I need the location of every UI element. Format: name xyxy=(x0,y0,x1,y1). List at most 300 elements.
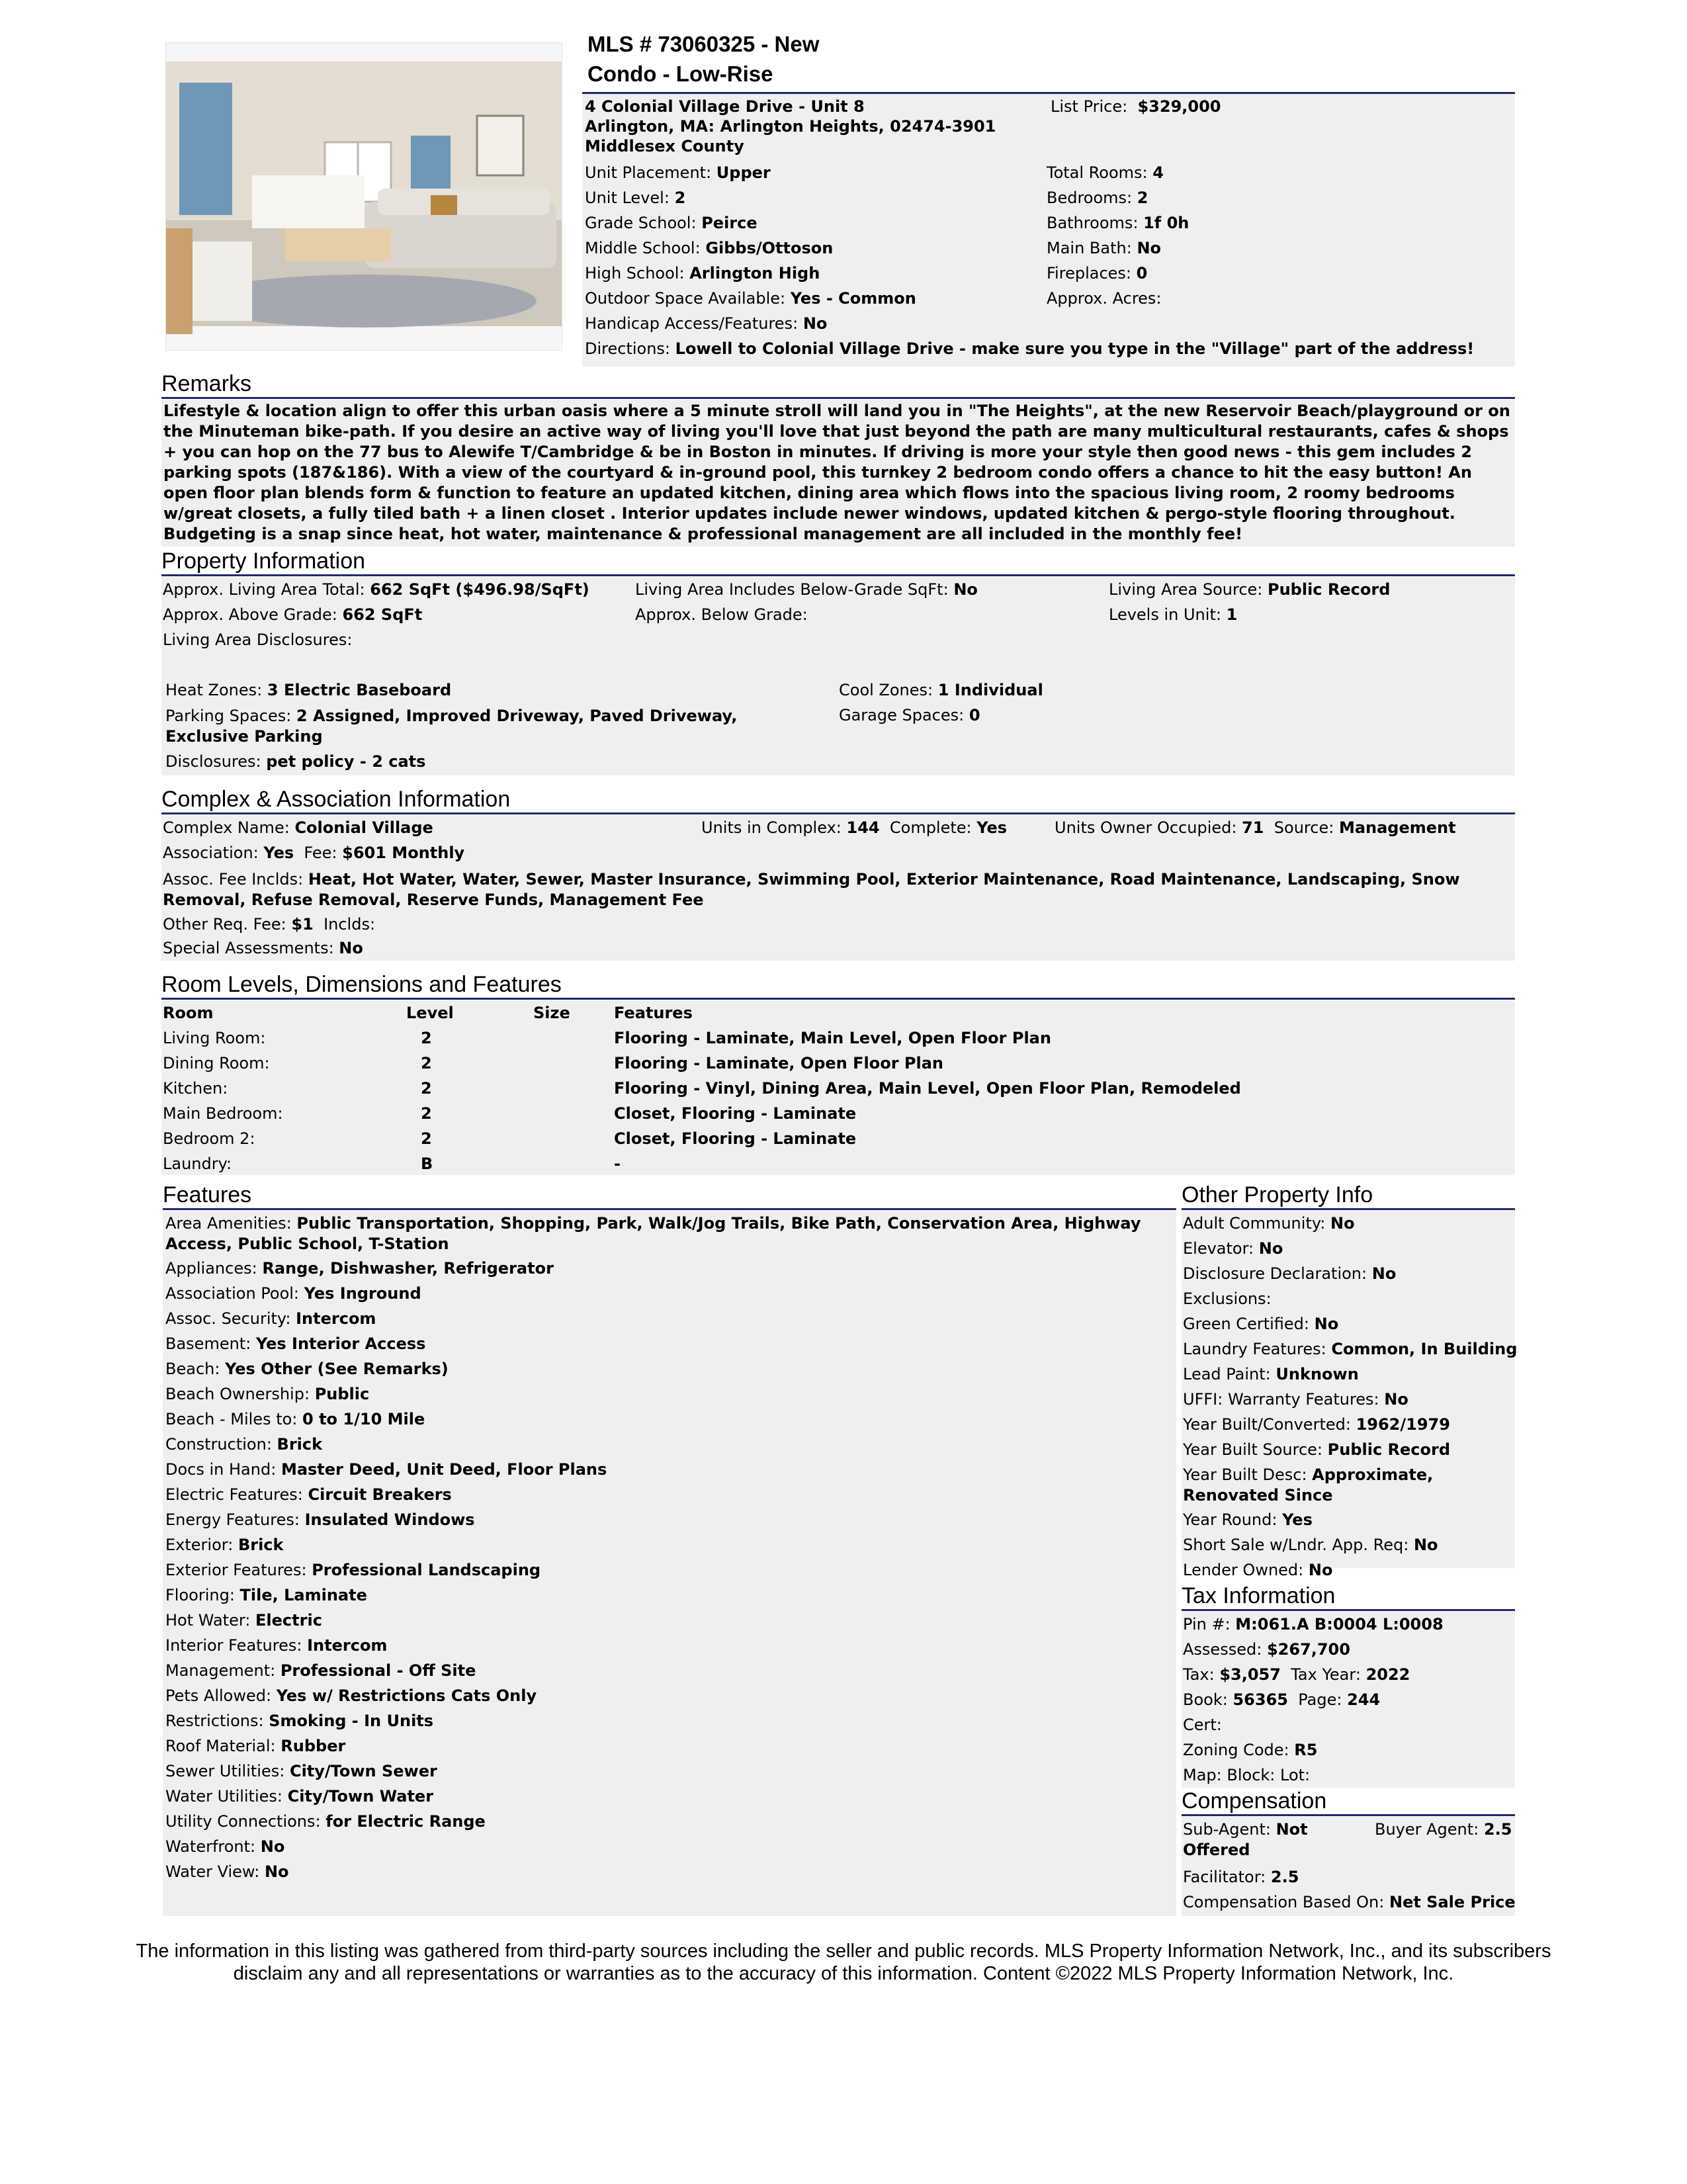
field-text: Compensation Based On: xyxy=(1183,1893,1385,1911)
field-text: Yes Other (See Remarks) xyxy=(225,1360,449,1378)
field-text: Main Bath: xyxy=(1047,239,1132,257)
list-item xyxy=(165,1859,607,1884)
field-text: 0 to 1/10 Mile xyxy=(302,1410,425,1428)
field-text: Upper xyxy=(716,163,771,182)
listing-status: New xyxy=(774,32,820,56)
field-text: Yes Inground xyxy=(304,1284,421,1303)
field-text: Peirce xyxy=(701,214,757,232)
field-text: Assessed: xyxy=(1183,1640,1262,1659)
field-text: Cool Zones: xyxy=(839,681,933,699)
list-item xyxy=(1183,1387,1517,1412)
field-text: Colonial Village xyxy=(294,818,433,837)
field-text: Zoning Code: xyxy=(1183,1741,1289,1759)
field-text: Fireplaces: xyxy=(1047,264,1131,283)
field-text: for Electric Range xyxy=(325,1812,486,1831)
field-text: Range, Dishwasher, Refrigerator xyxy=(262,1259,554,1278)
field-text: Yes xyxy=(976,818,1008,837)
field-text: Other Req. Fee: xyxy=(163,915,286,934)
field-text: Green Certified: xyxy=(1183,1315,1309,1333)
field-text: B xyxy=(421,1155,433,1173)
field-text: Master Deed, Unit Deed, Floor Plans xyxy=(281,1460,607,1479)
field-text: City/Town Sewer xyxy=(289,1762,437,1780)
listing-photo xyxy=(165,42,562,351)
field-text: Association: xyxy=(163,844,259,862)
directions xyxy=(585,336,1474,361)
field-text: Living Room: xyxy=(163,1029,266,1047)
total-rooms xyxy=(1047,160,1189,185)
buyer-agent xyxy=(1375,1817,1512,1842)
field-text: High School: xyxy=(585,264,685,283)
field-text: Professional - Off Site xyxy=(280,1661,476,1680)
zoning-code xyxy=(1183,1737,1444,1763)
field-text: Bathrooms: xyxy=(1047,214,1139,232)
field-text: Garage Spaces: xyxy=(839,706,965,724)
field-text: Complex Name: xyxy=(163,818,290,837)
units-owner-occupied xyxy=(1055,815,1456,840)
field-text: Gibbs/Ottoson xyxy=(705,239,834,257)
field-text: Approx. Acres: xyxy=(1047,289,1162,308)
other-info-title: Other Property Info xyxy=(1182,1182,1515,1210)
field-text: UFFI: xyxy=(1183,1390,1223,1409)
units-in-complex xyxy=(701,815,1007,840)
association xyxy=(163,840,464,865)
assessed xyxy=(1183,1637,1444,1662)
field-text: Utility Connections: xyxy=(165,1812,321,1831)
summary-left xyxy=(585,160,916,336)
field-text: Laundry Features: xyxy=(1183,1340,1326,1358)
complex-name xyxy=(163,815,433,840)
field-text: Unit Placement: xyxy=(585,163,712,182)
field-text: 71 xyxy=(1242,818,1264,837)
rooms-header-room: Room xyxy=(163,1004,214,1022)
field-text: Assoc. Fee Inclds: xyxy=(163,870,304,889)
field-text: Kitchen: xyxy=(163,1079,228,1098)
field-text: Restrictions: xyxy=(165,1712,264,1730)
field-text: 662 SqFt xyxy=(342,605,423,624)
grade-school xyxy=(585,210,916,236)
field-text: Smoking - In Units xyxy=(269,1712,434,1730)
field-text: Lead Paint: xyxy=(1183,1365,1271,1383)
field-text: Grade School: xyxy=(585,214,697,232)
summary-right xyxy=(1047,160,1189,311)
cert xyxy=(1183,1712,1444,1737)
field-text: Approximate, Renovated Since xyxy=(1183,1465,1434,1505)
living-area-below-grade xyxy=(635,577,978,602)
rooms-header-features: Features xyxy=(614,1004,693,1022)
field-text: Yes xyxy=(1282,1510,1313,1529)
field-text: 2 xyxy=(674,189,686,207)
field-text: Not Offered xyxy=(1183,1820,1308,1859)
field-text: Management: xyxy=(165,1661,276,1680)
field-text: $601 Monthly xyxy=(342,844,465,862)
facilitator xyxy=(1183,1864,1299,1890)
field-text: List Price: xyxy=(1051,97,1128,116)
book-page xyxy=(1183,1687,1444,1712)
field-text: 2 xyxy=(421,1029,432,1047)
compensation-title: Compensation xyxy=(1182,1788,1515,1816)
main-bath xyxy=(1047,236,1189,261)
field-text: Energy Features: xyxy=(165,1510,300,1529)
list-item xyxy=(165,1482,607,1507)
field-text: Complete: xyxy=(889,818,972,837)
cool-zones xyxy=(839,677,1043,703)
list-item xyxy=(165,1759,607,1784)
field-text: Intercom xyxy=(307,1636,388,1655)
field-text: 2022 xyxy=(1365,1665,1410,1684)
field-text: No xyxy=(953,580,978,599)
field-text: Brick xyxy=(238,1536,284,1554)
field-text: Public Record xyxy=(1268,580,1391,599)
fireplaces xyxy=(1047,261,1189,286)
field-text: Brick xyxy=(277,1435,323,1454)
field-text: Book: xyxy=(1183,1690,1228,1709)
field-text: Year Built Desc: xyxy=(1183,1465,1307,1484)
remarks-title: Remarks xyxy=(161,371,1515,399)
field-text: No xyxy=(1371,1264,1397,1283)
field-text: Flooring - Laminate, Open Floor Plan xyxy=(614,1054,944,1072)
field-text: Unknown xyxy=(1276,1365,1359,1383)
field-text: Tax: xyxy=(1183,1665,1215,1684)
below-grade xyxy=(635,602,808,627)
field-text: 1f 0h xyxy=(1143,214,1190,232)
field-text: Roof Material: xyxy=(165,1737,276,1755)
list-item xyxy=(1183,1236,1517,1261)
list-item xyxy=(165,1331,607,1356)
list-item xyxy=(165,1733,607,1759)
field-text: Map: xyxy=(1183,1766,1222,1784)
field-text: Lot: xyxy=(1280,1766,1311,1784)
field-text: 144 xyxy=(846,818,880,837)
address-line-2: Arlington, MA: Arlington Heights, 02474-3901 xyxy=(585,117,996,136)
field-text: No xyxy=(264,1862,289,1881)
heat-zones xyxy=(165,677,451,703)
field-text: No xyxy=(802,314,828,333)
field-text: No xyxy=(260,1837,285,1856)
field-text: M:061.A B:0004 L:0008 xyxy=(1235,1615,1444,1634)
field-text: Yes xyxy=(263,844,294,862)
handicap-access xyxy=(585,311,916,336)
list-item xyxy=(1183,1362,1517,1387)
field-text: Yes Interior Access xyxy=(255,1334,426,1353)
compensation-based-on xyxy=(1183,1890,1516,1915)
field-text: pet policy - 2 cats xyxy=(266,752,426,771)
field-text: $267,700 xyxy=(1266,1640,1350,1659)
field-text: Exterior: xyxy=(165,1536,234,1554)
field-text: Rubber xyxy=(281,1737,346,1755)
field-text: - xyxy=(614,1155,621,1173)
field-text: Tax Year: xyxy=(1291,1665,1361,1684)
rooms-header-level: Level xyxy=(406,1004,454,1022)
field-text: R5 xyxy=(1294,1741,1318,1759)
field-text: Adult Community: xyxy=(1183,1214,1326,1233)
garage-spaces xyxy=(839,703,980,728)
list-item xyxy=(1183,1507,1517,1532)
county: Middlesex County xyxy=(585,137,744,155)
field-text: Approx. Below Grade: xyxy=(635,605,808,624)
field-text: Yes w/ Restrictions Cats Only xyxy=(276,1686,537,1705)
field-text: Basement: xyxy=(165,1334,251,1353)
field-text: Exclusions: xyxy=(1183,1289,1272,1308)
field-text: Flooring: xyxy=(165,1586,235,1604)
bedrooms xyxy=(1047,185,1189,210)
field-text: Public xyxy=(314,1385,370,1403)
list-item xyxy=(1183,1437,1517,1462)
features-panel xyxy=(163,1211,1176,1916)
tax-title: Tax Information xyxy=(1182,1583,1515,1611)
field-text: Directions: xyxy=(585,339,671,358)
address-line-1: 4 Colonial Village Drive - Unit 8 xyxy=(585,97,865,116)
field-text: 4 xyxy=(1152,163,1164,182)
field-text: Approx. Above Grade: xyxy=(163,605,337,624)
field-text: Closet, Flooring - Laminate xyxy=(614,1129,857,1148)
field-text: Assoc. Security: xyxy=(165,1309,291,1328)
living-room-photo-icon xyxy=(166,43,562,350)
high-school xyxy=(585,261,916,286)
field-text: Parking Spaces: xyxy=(165,707,292,725)
field-text: Facilitator: xyxy=(1183,1868,1266,1886)
field-text: Water View: xyxy=(165,1862,260,1881)
field-text: 2 xyxy=(421,1079,432,1098)
assoc-fee-includes xyxy=(163,869,1512,910)
field-text: Docs in Hand: xyxy=(165,1460,277,1479)
field-text: Yes - Common xyxy=(790,289,916,308)
field-text: Hot Water: xyxy=(165,1611,251,1630)
sub-agent xyxy=(1183,1819,1355,1860)
field-text: Waterfront: xyxy=(165,1837,256,1856)
field-text: Arlington High xyxy=(689,264,820,283)
list-price-value: $329,000 xyxy=(1137,97,1221,116)
field-text: Lowell to Colonial Village Drive - make sure you type in the "Village" part of the address! xyxy=(675,339,1475,358)
field-text: Heat, Hot Water, Water, Sewer, Master Insurance, Swimming Pool, Exterior Maintenance, Road Maintenance, Landscaping, Snow Removal, Refuse Removal, Reserve Funds, Management Fee xyxy=(163,870,1460,909)
field-text: Exterior Features: xyxy=(165,1561,307,1579)
list-item xyxy=(1183,1462,1500,1507)
list-item xyxy=(165,1608,607,1633)
field-text: No xyxy=(1413,1536,1438,1554)
field-text: Flooring - Laminate, Main Level, Open Floor Plan xyxy=(614,1029,1051,1047)
list-item xyxy=(1183,1412,1517,1437)
field-text: 3 Electric Baseboard xyxy=(267,681,452,699)
rooms-header-size: Size xyxy=(533,1004,570,1022)
list-item xyxy=(165,1834,607,1859)
field-text: Circuit Breakers xyxy=(308,1485,452,1504)
field-text: 2 Assigned, Improved Driveway, Paved Driveway, Exclusive Parking xyxy=(165,707,738,746)
list-item xyxy=(165,1809,607,1834)
field-text: Common, In Building xyxy=(1331,1340,1518,1358)
field-text: Disclosure Declaration: xyxy=(1183,1264,1367,1283)
tax-panel xyxy=(1182,1612,1515,1788)
field-text: Intercom xyxy=(296,1309,376,1328)
field-text: Management xyxy=(1338,818,1456,837)
field-text: 2 xyxy=(421,1054,432,1072)
field-text: Lender Owned: xyxy=(1183,1561,1304,1579)
field-text: 2.5 xyxy=(1270,1868,1299,1886)
field-text: $1 xyxy=(291,915,314,934)
mls-number: MLS # 73060325 - xyxy=(587,32,769,56)
list-item xyxy=(165,1356,607,1381)
list-item xyxy=(165,1658,607,1683)
field-text: No xyxy=(1314,1315,1339,1333)
field-text: Living Area Includes Below-Grade SqFt: xyxy=(635,580,949,599)
list-item xyxy=(1183,1532,1517,1557)
complex-title: Complex & Association Information xyxy=(161,786,1515,814)
field-text: Insulated Windows xyxy=(304,1510,475,1529)
field-text: Units Owner Occupied: xyxy=(1055,818,1237,837)
field-text: Net Sale Price xyxy=(1389,1893,1516,1911)
list-item xyxy=(165,1381,607,1407)
field-text: Closet, Flooring - Laminate xyxy=(614,1104,857,1123)
rooms-table xyxy=(161,1000,1515,1175)
field-text: 0 xyxy=(969,706,980,724)
field-text: Flooring - Vinyl, Dining Area, Main Level, Open Floor Plan, Remodeled xyxy=(614,1079,1241,1098)
other-info-list xyxy=(1183,1211,1517,1583)
field-text: Sub-Agent: xyxy=(1183,1820,1271,1839)
other-info-panel xyxy=(1182,1211,1518,1579)
area-amenities xyxy=(165,1213,1174,1254)
field-text: Warranty Features: xyxy=(1227,1390,1379,1409)
field-text: 244 xyxy=(1347,1690,1381,1709)
special-assessments xyxy=(163,936,363,961)
field-text: Bedrooms: xyxy=(1047,189,1133,207)
map-block-lot xyxy=(1183,1763,1444,1788)
field-text: Tile, Laminate xyxy=(239,1586,367,1604)
field-text: Short Sale w/Lndr. App. Req: xyxy=(1183,1536,1409,1554)
field-text: 2 xyxy=(421,1129,432,1148)
field-text: Year Built Source: xyxy=(1183,1440,1323,1459)
list-item xyxy=(165,1507,607,1532)
field-text: Pin #: xyxy=(1183,1615,1231,1634)
list-item xyxy=(165,1306,607,1331)
address-block xyxy=(585,97,996,156)
field-text: No xyxy=(1137,239,1162,257)
field-text: Construction: xyxy=(165,1435,272,1454)
list-item xyxy=(165,1432,607,1457)
mls-header xyxy=(587,32,819,57)
field-text: Main Bedroom: xyxy=(163,1104,283,1123)
list-item xyxy=(165,1407,607,1432)
remarks-text: Lifestyle & location align to offer this urban oasis where a 5 minute stroll will land you in "The Heights", at the new Reservoir Beach/playground or on the Minuteman bike-path. If you desire an active way of living you'll love that just beyond the path are many multicultural restaurants, cafes & shops + you can hop on the 77 bus to Alewife T/Cambridge & be in Boston in minutes. If driving is more your style then good news - this gem includes 2 parking spots (187&186). With a view of the courtyard & in-ground pool, this turnkey 2 bedroom condo offers a chance to hit the easy button! An open floor plan blends form & function to feature an updated kitchen, dining area which flows into the spacious living room, 2 roomy bedrooms w/great closets, a fully tiled bath + a linen closet . Interior updates include newer windows, updated kitchen & pergo-style flooring throughout. Budgeting is a snap since heat, hot water, maintenance & professional management are all included in the monthly fee! xyxy=(161,400,1515,546)
field-text: Disclosures: xyxy=(165,752,261,771)
field-text: Outdoor Space Available: xyxy=(585,289,786,308)
list-item xyxy=(165,1583,607,1608)
field-text: Source: xyxy=(1274,818,1334,837)
list-item xyxy=(1183,1211,1517,1236)
outdoor-space xyxy=(585,286,916,311)
field-text: No xyxy=(1384,1390,1408,1409)
field-text: Buyer Agent: xyxy=(1375,1820,1479,1839)
field-text: 2 xyxy=(1137,189,1148,207)
list-item xyxy=(165,1784,607,1809)
living-area-total xyxy=(163,577,589,602)
unit-level xyxy=(585,185,916,210)
field-text: 0 xyxy=(1136,264,1148,283)
property-info-panel xyxy=(161,577,1515,775)
field-text: Levels in Unit: xyxy=(1109,605,1221,624)
field-text: Cert: xyxy=(1183,1716,1222,1734)
field-text: Public Record xyxy=(1327,1440,1451,1459)
parking-spaces xyxy=(165,706,820,747)
field-text: Page: xyxy=(1298,1690,1342,1709)
property-info-title: Property Information xyxy=(161,548,1515,576)
list-item xyxy=(165,1557,607,1583)
field-text: Appliances: xyxy=(165,1259,257,1278)
field-text: Beach Ownership: xyxy=(165,1385,310,1403)
list-item xyxy=(1183,1261,1517,1286)
field-text: $3,057 xyxy=(1219,1665,1281,1684)
list-item xyxy=(1183,1286,1517,1311)
field-text: Handicap Access/Features: xyxy=(585,314,799,333)
field-text: Elevator: xyxy=(1183,1239,1254,1258)
field-text: Fee: xyxy=(304,844,337,862)
pin-number xyxy=(1183,1612,1444,1637)
tax-list xyxy=(1183,1612,1444,1788)
field-text: Heat Zones: xyxy=(165,681,263,699)
rooms-title: Room Levels, Dimensions and Features xyxy=(161,971,1515,1000)
field-text: 56365 xyxy=(1233,1690,1288,1709)
field-text: Year Round: xyxy=(1183,1510,1277,1529)
list-item xyxy=(1183,1311,1517,1336)
field-text: No xyxy=(1330,1214,1355,1233)
field-text: Living Area Disclosures: xyxy=(163,631,353,649)
field-text: Beach - Miles to: xyxy=(165,1410,298,1428)
tax-amount xyxy=(1183,1662,1444,1687)
field-text: Association Pool: xyxy=(165,1284,300,1303)
field-text: 1 Individual xyxy=(937,681,1043,699)
field-text: Year Built/Converted: xyxy=(1183,1415,1351,1434)
features-title: Features xyxy=(163,1182,1176,1210)
list-item xyxy=(1183,1336,1517,1362)
field-text: 2.5 xyxy=(1483,1820,1512,1839)
summary-panel xyxy=(582,94,1515,367)
field-text: Dining Room: xyxy=(163,1054,270,1072)
field-text: No xyxy=(1308,1561,1333,1579)
field-text: Total Rooms: xyxy=(1047,163,1148,182)
field-text: Electric Features: xyxy=(165,1485,303,1504)
field-text: Water Utilities: xyxy=(165,1787,282,1806)
field-text: Professional Landscaping xyxy=(312,1561,541,1579)
property-type: Condo - Low-Rise xyxy=(587,62,773,86)
field-text: Approx. Living Area Total: xyxy=(163,580,365,599)
field-text: Bedroom 2: xyxy=(163,1129,255,1148)
field-text: Middle School: xyxy=(585,239,701,257)
field-text: Living Area Source: xyxy=(1109,580,1263,599)
list-item xyxy=(165,1256,607,1281)
field-text: Area Amenities: xyxy=(165,1214,292,1233)
field-text: Special Assessments: xyxy=(163,939,334,957)
field-text: Inclds: xyxy=(324,915,376,934)
field-text: Interior Features: xyxy=(165,1636,302,1655)
list-item xyxy=(165,1457,607,1482)
field-text: Electric xyxy=(255,1611,322,1630)
field-text: Beach: xyxy=(165,1360,220,1378)
field-text: Pets Allowed: xyxy=(165,1686,272,1705)
complex-panel xyxy=(161,815,1515,961)
list-price xyxy=(1051,94,1221,119)
field-text: Public Transportation, Shopping, Park, Walk/Jog Trails, Bike Path, Conservation Area, Highway Access, Public School, T-Station xyxy=(165,1214,1141,1253)
bathrooms xyxy=(1047,210,1189,236)
middle-school xyxy=(585,236,916,261)
living-area-disclosures xyxy=(163,627,352,652)
field-text: 662 SqFt ($496.98/SqFt) xyxy=(370,580,589,599)
living-area-source xyxy=(1109,577,1390,602)
other-req-fee xyxy=(163,912,375,937)
features-list xyxy=(165,1256,607,1884)
levels-in-unit xyxy=(1109,602,1237,627)
field-text: 1962/1979 xyxy=(1356,1415,1450,1434)
disclaimer-footer: The information in this listing was gathered from third-party sources including the seller and public records. MLS Property Information Network, Inc., and its subscribers disclaim any and all representations or warranties as to the accuracy of this information. Content ©2022 MLS Property Information Network, Inc. xyxy=(136,1941,1551,1984)
list-item xyxy=(1183,1557,1517,1583)
list-item xyxy=(165,1708,607,1733)
field-text: Units in Complex: xyxy=(701,818,842,837)
